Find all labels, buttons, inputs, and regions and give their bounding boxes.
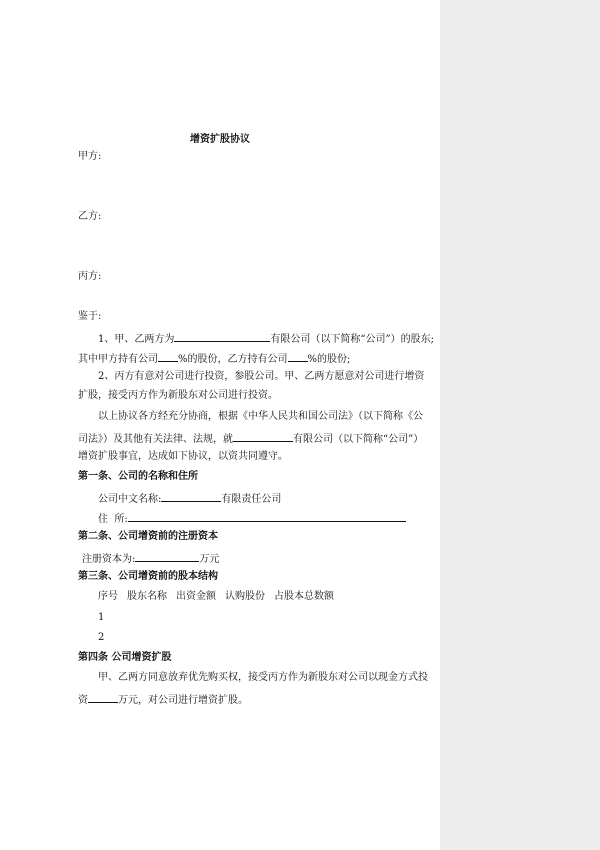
para1-line1 [98, 331, 434, 346]
header-subscribed: 认购股份 [225, 591, 265, 602]
para2-line1: 2、丙方有意对公司进行投资，参股公司。甲、乙两方愿意对公司进行增资 [98, 371, 425, 382]
header-no: 序号 [98, 591, 118, 602]
para3-line2-a: 司法》）及其他有关法律、法规，就 [78, 434, 233, 445]
article4-line2-a: 资 [78, 695, 88, 706]
article2-title: 第二条、公司增资前的注册资本 [78, 531, 218, 542]
para3-line3: 增资扩股事宜，达成如下协议，以资共同遵守。 [78, 451, 288, 462]
blank-company-chinese-name [161, 491, 221, 502]
para1-line2-c: %的股份; [307, 354, 351, 365]
equity-table-row: 2 [98, 632, 105, 643]
party-c-label: 丙方: [78, 271, 102, 282]
capital-unit: 万元 [199, 554, 220, 565]
header-contribution: 出资金额 [176, 591, 216, 602]
blank-percent-b [288, 351, 308, 362]
capital-label: 注册资本为: [82, 554, 136, 565]
equity-table-header [98, 591, 334, 603]
article4-line1: 甲、乙两方同意放弃优先购买权，接受丙方作为新股东对公司以现金方式投 [98, 672, 428, 683]
para2-line2: 扩股，接受丙方作为新股东对公司进行投资。 [78, 390, 278, 401]
company-name-label: 公司中文名称: [98, 494, 162, 505]
blank-percent-a [158, 351, 178, 362]
para1-prefix: 1、甲、乙两方为 [98, 334, 175, 345]
blank-registered-capital [135, 551, 199, 562]
article1-name-line [98, 491, 281, 506]
article3-title: 第三条、公司增资前的股本结构 [78, 571, 218, 582]
blank-company-name [174, 331, 270, 342]
article4-title: 第四条 公司增资扩股 [78, 652, 172, 663]
comment-margin-pane [440, 0, 600, 850]
para3-line1: 以上协议各方经充分协商，根据《中华人民共和国公司法》（以下简称《公 [98, 411, 423, 422]
para3-line2 [78, 431, 423, 446]
whereas-label: 鉴于: [78, 311, 102, 322]
blank-company-name-2 [233, 431, 293, 442]
equity-table-row: 1 [98, 612, 105, 623]
para1-suffix: 有限公司（以下简称“公司”）的股东; [270, 334, 434, 345]
para1-line2-a: 其中甲方持有公司 [78, 354, 158, 365]
blank-address [128, 511, 406, 522]
company-name-suffix: 有限责任公司 [221, 494, 282, 505]
document-title: 增资扩股协议 [190, 134, 250, 145]
article4-line2-b: 万元，对公司进行增资扩股。 [118, 695, 248, 706]
party-b-label: 乙方: [78, 211, 102, 222]
para1-line2-b: %的股份，乙方持有公司 [178, 354, 288, 365]
article1-address-line [98, 511, 406, 526]
header-share-ratio: 占股本总数额 [274, 591, 334, 602]
party-a-label: 甲方: [78, 151, 102, 162]
address-label: 住 所: [98, 514, 128, 525]
article2-capital-line [82, 551, 219, 566]
article1-title: 第一条、公司的名称和住所 [78, 471, 198, 482]
blank-investment-amount [88, 692, 118, 703]
article4-line2 [78, 692, 248, 707]
para3-line2-b: 有限公司（以下简称“公司”） [293, 434, 424, 445]
header-shareholder: 股东名称 [127, 591, 167, 602]
para1-line2 [78, 351, 350, 366]
